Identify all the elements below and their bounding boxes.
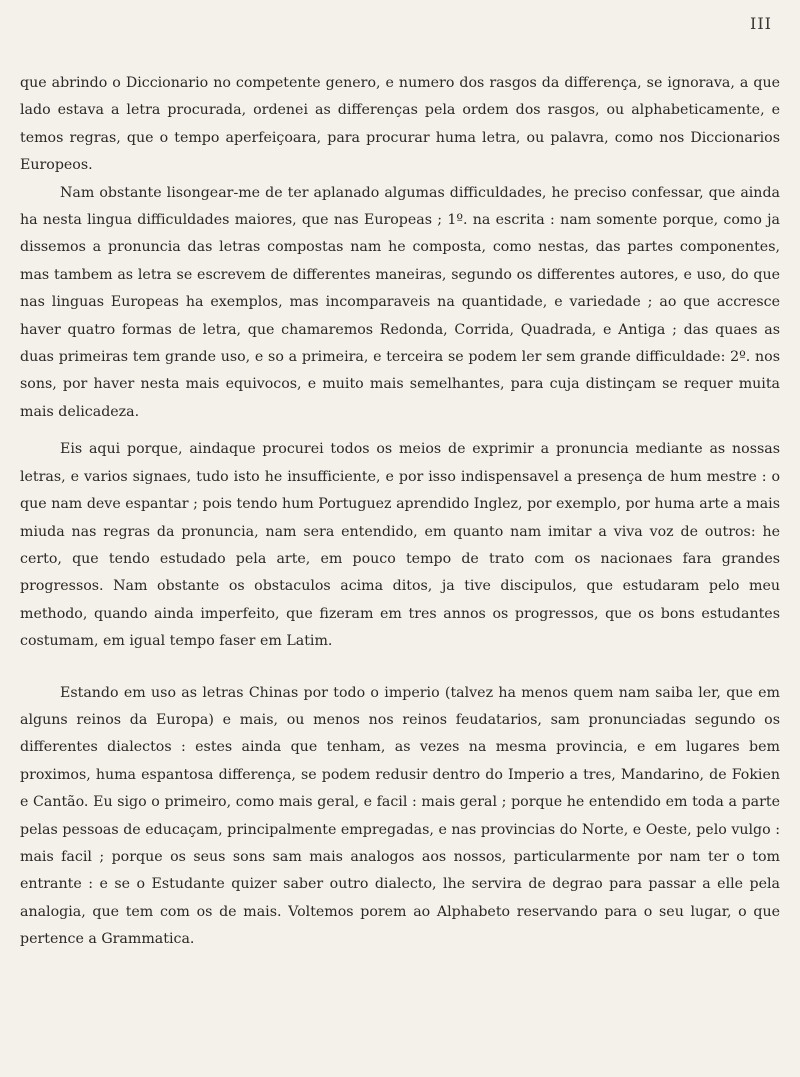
paragraph-2: Nam obstante lisongear-me de ter aplanado algumas difficuldades, he preciso confessar, que ainda ha nesta lingua difficuldades maiores, que nas Europeas ; 1º. na escrita : nam somente porque, como ja dissemos a pronuncia das letras compostas nam he composta, como nestas, das partes componentes, mas tambem as letra se escrevem de differentes maneiras, segundo os differentes autores, e uso, do que nas linguas Europeas ha exemplos, mas incomparaveis na quantidade, e variedade ; ao que accresce haver quatro formas de letra, que chamaremos Redonda, Corrida, Quadrada, e Antiga ; das quaes as duas primeiras tem grande uso, e so a primeira, e terceira se podem ler sem grande difficuldade: 2º. nos sons, por haver nesta mais equivocos, e muito mais semelhantes, para cuja distinçam se requer muita mais delicadeza.	[20, 184, 780, 420]
paragraph-1: que abrindo o Diccionario no competente genero, e numero dos rasgos da differença, se ignorava, a que lado estava a letra procurada, ordenei as differenças pela ordem dos rasgos, ou alphabeticamente, e temos regras, que o tempo aperfeiçoara, para procurar huma letra, ou palavra, como nos Diccionarios Europeos.	[20, 75, 780, 174]
paragraph-3: Eis aqui porque, aindaque procurei todos os meios de exprimir a pronuncia mediante as nossas letras, e varios signaes, tudo isto he insufficiente, e por isso indispensavel a presença de hum mestre : o que nam deve espantar ; pois tendo hum Portuguez aprendido Inglez, por exemplo, por huma arte a mais miuda nas regras da pronuncia, nam sera entendido, em quanto nam imitar a viva voz de outros: he certo, que tendo estudado pela arte, em pouco tempo de trato com os nacionaes fara grandes progressos. Nam obstante os obstaculos acima ditos, ja tive discipulos, que estudaram pelo meu methodo, quando ainda imperfeito, que fizeram em tres annos os progressos, que os bons estudantes costumam, em igual tempo faser em Latim.	[20, 441, 780, 650]
paragraph-4: Estando em uso as letras Chinas por todo o imperio (talvez ha menos quem nam saiba ler, que em alguns reinos da Europa) e mais, ou menos nos reinos feudatarios, sam pronunciadas segundo os differentes dialectos : estes ainda que tenham, as vezes na mesma provincia, e em lugares bem proximos, huma espantosa differença, se podem redusir dentro do Imperio a tres, Mandarino, de Fokien e Cantão. Eu sigo o primeiro, como mais geral, e facil : mais geral ; porque he entendido em toda a parte pelas pessoas de educaçam, principalmente empregadas, e nas provincias do Norte, e Oeste, pelo vulgo : mais facil ; porque os seus sons sam mais analogos aos nossos, particularmente por nam ter o tom entrante : e se o Estudante quizer saber outro dialecto, lhe servira de degrao para passar a elle pela analogia, que tem com os de mais. Voltemos porem ao Alphabeto reservando para o seu lugar, o que pertence a Grammatica.	[20, 684, 780, 948]
page-number: III	[750, 14, 772, 33]
body-text	[20, 70, 780, 954]
